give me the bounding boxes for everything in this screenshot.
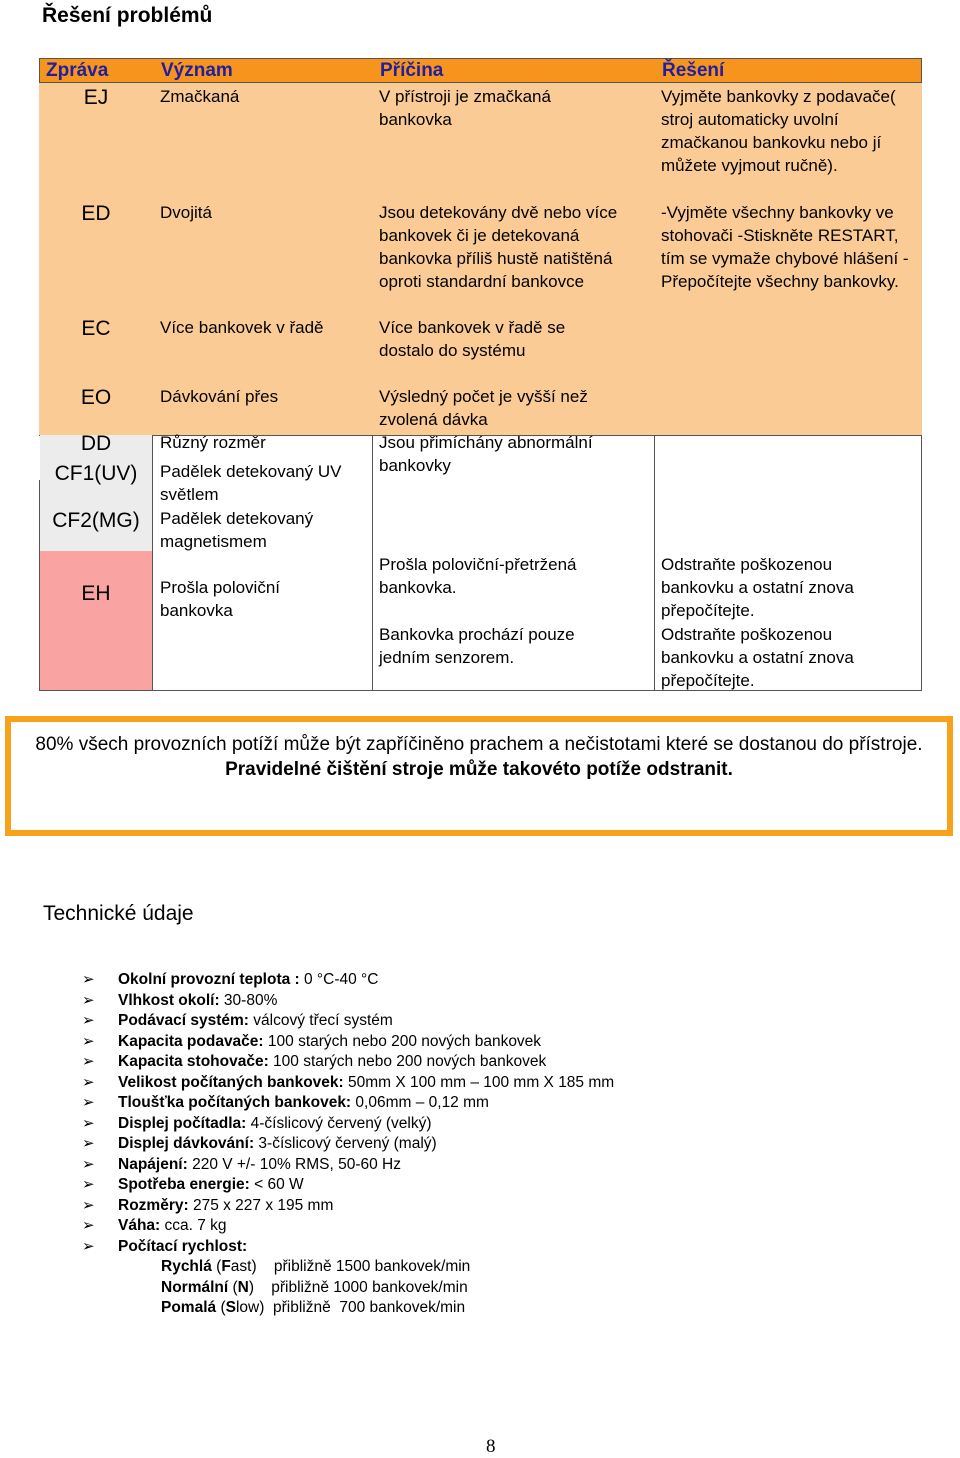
cf2-vyznam: Padělek detekovaný magnetismem <box>160 509 314 551</box>
spec-value: 50mm X 100 mm – 100 mm X 185 mm <box>343 1073 615 1091</box>
code-eo: EO <box>80 386 112 409</box>
eo-vyznam: Dávkování přes <box>160 387 279 406</box>
spec-value: < 60 W <box>249 1176 304 1193</box>
speed-value: ) přibližně 1000 bankovek/min <box>248 1278 468 1296</box>
header-pricina: Příčina <box>380 60 444 81</box>
ed-vyznam: Dvojitá <box>160 203 212 222</box>
spec-item <box>82 1134 614 1155</box>
bullet-arrow-icon: ➢ <box>82 1217 95 1234</box>
code-dd: DD <box>80 432 112 455</box>
dd-pricina: Jsou přimíchány abnormální bankovky <box>379 433 593 475</box>
spec-item <box>82 1114 614 1135</box>
spec-label: Okolní provozní teplota : <box>118 971 300 988</box>
col-divider-3 <box>654 435 655 691</box>
spec-label: Kapacita podavače: <box>118 1032 264 1050</box>
spec-value: cca. 7 kg <box>160 1217 227 1234</box>
spec-label: Tloušťka počítaných bankovek: <box>118 1094 352 1111</box>
spec-item <box>82 991 614 1012</box>
code-ej: EJ <box>83 86 109 109</box>
code-bg-pink <box>40 551 152 690</box>
spec-item <box>82 970 614 991</box>
speed-paren: ( <box>216 1299 226 1316</box>
spec-label: Rozměry: <box>118 1196 189 1214</box>
spec-value: 4-číslicový červený (velký) <box>246 1114 432 1132</box>
code-cf1: CF1(UV) <box>54 462 138 485</box>
spec-value: válcový třecí systém <box>248 1012 393 1029</box>
speed-letter: N <box>237 1278 249 1296</box>
header-vyznam: Význam <box>161 60 233 81</box>
speed-letter: S <box>225 1299 236 1316</box>
speed-item-fast <box>82 1257 614 1278</box>
code-ec: EC <box>81 317 111 340</box>
tech-title: Technické údaje <box>43 902 194 925</box>
speed-item-normal <box>82 1278 614 1299</box>
col-divider-2 <box>372 435 373 691</box>
spec-value: 30-80% <box>219 991 278 1009</box>
spec-value: 0 °C-40 °C <box>299 971 379 988</box>
speed-value: low) přibližně 700 bankovek/min <box>235 1299 466 1316</box>
eo-pricina: Výsledný počet je vyšší než zvolená dávka <box>379 387 588 429</box>
note-line-1: 80% všech provozních potíží může být zapříčiněno prachem a nečistotami které se dostanou do přístroje. <box>35 734 923 755</box>
speed-paren: ( <box>211 1258 222 1275</box>
ed-pricina: Jsou detekovány dvě nebo více bankovek či je detekovaná bankovka příliš hustě natištěná oproti standardní bankovce <box>379 203 618 291</box>
spec-value: 100 starých nebo 200 nových bankovek <box>263 1032 542 1050</box>
ej-vyznam: Zmačkaná <box>160 87 240 106</box>
spec-value: 275 x 227 x 195 mm <box>188 1196 334 1214</box>
ej-pricina: V přístroji je zmačkaná bankovka <box>379 87 551 129</box>
spec-label: Displej počítadla: <box>118 1114 247 1132</box>
bullet-arrow-icon: ➢ <box>82 1237 95 1255</box>
eh-pricina-1: Prošla poloviční-přetržená bankovka. <box>379 555 577 597</box>
bullet-arrow-icon: ➢ <box>82 1032 95 1050</box>
speed-item-slow <box>82 1298 614 1319</box>
spec-item <box>82 1155 614 1176</box>
ed-reseni: -Vyjměte všechny bankovky ve stohovači -Stiskněte RESTART, tím se vymaže chybové hlášení -Přepočítejte všechny bankovky. <box>661 203 909 291</box>
spec-label: Kapacita stohovače: <box>118 1053 269 1070</box>
eh-reseni-1: Odstraňte poškozenou bankovku a ostatní znova přepočítejte. <box>661 555 854 620</box>
spec-label: Počítací rychlost: <box>118 1237 248 1255</box>
speed-letter: F <box>221 1258 231 1275</box>
spec-item <box>82 1093 614 1114</box>
bullet-arrow-icon: ➢ <box>82 1094 95 1111</box>
spec-label: Váha: <box>118 1217 161 1234</box>
bullet-arrow-icon: ➢ <box>82 1012 95 1029</box>
ej-reseni: Vyjměte bankovky z podavače( stroj automaticky uvolní zmačkanou bankovku nebo jí můžete vyjmout ručně). <box>661 87 896 175</box>
spec-item <box>82 1011 614 1032</box>
spec-item <box>82 1237 614 1258</box>
ec-vyznam: Více bankovek v řadě <box>160 318 324 337</box>
speed-name: Pomalá <box>161 1299 217 1316</box>
cf1-vyznam: Padělek detekovaný UV světlem <box>160 462 342 504</box>
eh-reseni-2: Odstraňte poškozenou bankovku a ostatní znova přepočítejte. <box>661 625 854 690</box>
spec-item <box>82 1196 614 1217</box>
bullet-arrow-icon: ➢ <box>82 1176 95 1193</box>
header-reseni: Řešení <box>662 60 725 81</box>
dd-vyznam: Různý rozměr <box>160 433 266 452</box>
page-number: 8 <box>486 1436 496 1457</box>
spec-label: Spotřeba energie: <box>118 1176 250 1193</box>
spec-item <box>82 1175 614 1196</box>
bullet-arrow-icon: ➢ <box>82 1053 95 1070</box>
bullet-arrow-icon: ➢ <box>82 1155 95 1173</box>
speed-value: ast) přibližně 1500 bankovek/min <box>230 1258 471 1275</box>
code-ed: ED <box>81 202 111 225</box>
bullet-arrow-icon: ➢ <box>82 1114 95 1132</box>
bullet-arrow-icon: ➢ <box>82 1196 95 1214</box>
spec-label: Velikost počítaných bankovek: <box>118 1073 344 1091</box>
spec-item <box>82 1073 614 1094</box>
spec-item <box>82 1216 614 1237</box>
spec-label: Displej dávkování: <box>118 1135 255 1152</box>
note-line-2: Pravidelné čištění stroje může takovéto potíže odstranit. <box>225 759 733 780</box>
spec-label: Vlhkost okolí: <box>118 991 220 1009</box>
spec-value: 3-číslicový červený (malý) <box>254 1135 437 1152</box>
speed-name: Normální <box>161 1278 229 1296</box>
bullet-arrow-icon: ➢ <box>82 1135 95 1152</box>
spec-list <box>82 970 614 1319</box>
bullet-arrow-icon: ➢ <box>82 1073 95 1091</box>
error-table <box>39 58 922 691</box>
spec-label: Napájení: <box>118 1155 188 1173</box>
cleaning-note <box>5 716 953 836</box>
code-cf2: CF2(MG) <box>52 509 140 532</box>
speed-paren: ( <box>228 1278 238 1296</box>
speed-name: Rychlá <box>161 1258 212 1275</box>
spec-value: 0,06mm – 0,12 mm <box>351 1094 489 1111</box>
spec-value: 100 starých nebo 200 nových bankovek <box>268 1053 547 1070</box>
bullet-arrow-icon: ➢ <box>82 971 95 988</box>
bullet-arrow-icon: ➢ <box>82 991 95 1009</box>
eh-vyznam: Prošla poloviční bankovka <box>160 578 281 620</box>
spec-label: Podávací systém: <box>118 1012 249 1029</box>
eh-pricina-2: Bankovka prochází pouze jedním senzorem. <box>379 625 575 667</box>
spec-value: 220 V +/- 10% RMS, 50-60 Hz <box>187 1155 401 1173</box>
table-header <box>39 58 922 83</box>
spec-item <box>82 1032 614 1053</box>
section-title: Řešení problémů <box>42 4 213 27</box>
code-eh: EH <box>81 582 111 605</box>
spec-item <box>82 1052 614 1073</box>
header-zprava: Zpráva <box>46 60 109 81</box>
ec-pricina: Více bankovek v řadě se dostalo do systému <box>379 318 566 360</box>
